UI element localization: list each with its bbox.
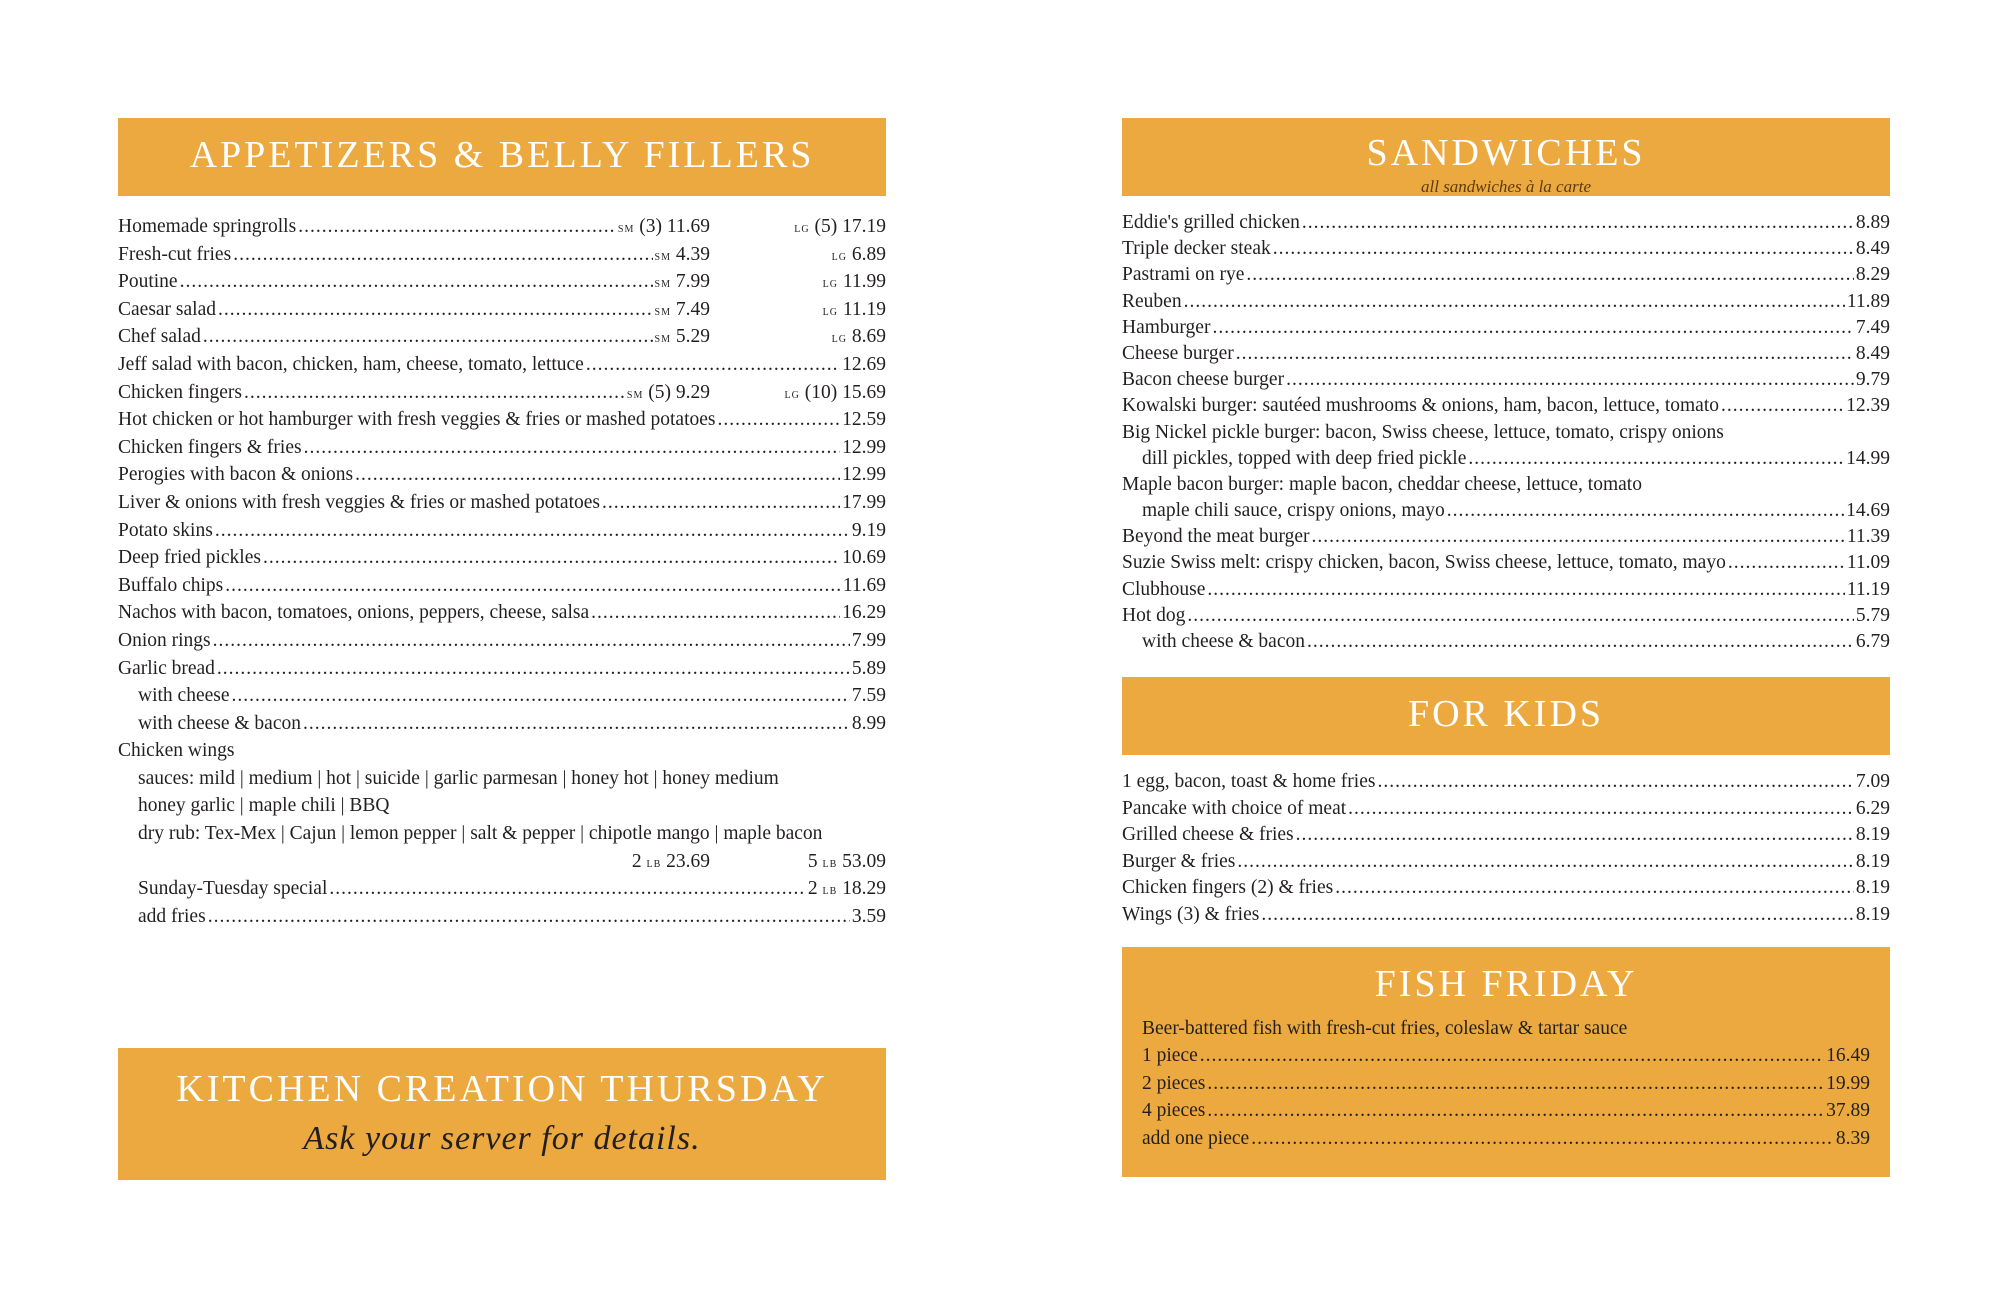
appetizer-item-size-large: lg [784, 386, 800, 402]
kids-title: FOR KIDS [1407, 693, 1605, 736]
sandwich-item-label: Maple bacon burger: maple bacon, cheddar cheese, lettuce, tomato [1122, 473, 1642, 495]
appetizer-item-label: Hot chicken or hot hamburger with fresh veggies & fries or mashed potatoes [118, 409, 716, 431]
fish-item [1142, 1125, 1870, 1153]
appetizer-item-price-small: sm 7.99 [654, 271, 710, 293]
sandwiches-banner [1122, 118, 1890, 196]
sandwich-item-price: 8.49 [1855, 238, 1890, 260]
fish-item-label: 4 pieces [1142, 1100, 1206, 1122]
appetizer-item-size-large: lg [794, 221, 810, 236]
appetizer-item [118, 241, 886, 269]
wings-add-fries-price: 3.59 [851, 905, 886, 927]
sandwich-item [1122, 210, 1890, 236]
appetizer-item [118, 461, 886, 489]
sandwich-item [1122, 315, 1890, 341]
wings-special-label: Sunday-Tuesday special [138, 878, 328, 900]
leader-dots [1207, 1070, 1824, 1098]
appetizer-item-label: Caesar salad [118, 298, 216, 320]
kids-item-price: 8.19 [1855, 850, 1890, 872]
wings-special [118, 875, 886, 903]
appetizer-item [118, 379, 886, 407]
sandwiches-subtitle: all sandwiches à la carte [1421, 177, 1591, 196]
leader-dots [586, 351, 840, 379]
leader-dots [1273, 236, 1854, 262]
leader-dots [1200, 1042, 1824, 1070]
leader-dots [298, 213, 616, 241]
sandwich-item-price: 11.39 [1846, 526, 1890, 548]
sandwich-item [1122, 577, 1890, 603]
leader-dots [218, 296, 653, 324]
sandwich-item [1122, 603, 1890, 629]
kids-item-price: 6.29 [1855, 797, 1890, 819]
wings-unit-small: lb [646, 855, 662, 871]
leader-dots [303, 710, 850, 738]
kids-item-price: 8.19 [1855, 877, 1890, 899]
sandwich-item-label: maple chili sauce, crispy onions, mayo [1142, 500, 1445, 522]
leader-dots [1307, 629, 1854, 655]
sandwich-item-label: with cheese & bacon [1142, 631, 1305, 652]
sandwich-item-price: 5.79 [1855, 604, 1890, 626]
appetizer-item-price: 7.99 [851, 629, 886, 651]
kids-item [1122, 902, 1890, 929]
appetizer-item-label: Perogies with bacon & onions [118, 464, 354, 486]
kitchen-subtitle: Ask your server for details. [303, 1120, 701, 1157]
leader-dots [1348, 796, 1854, 823]
leader-dots [263, 544, 840, 572]
kids-banner [1122, 677, 1890, 755]
leader-dots [1377, 769, 1853, 796]
leader-dots [215, 517, 850, 545]
sandwich-item-label: Kowalski burger: sautéed mushrooms & onions, ham, bacon, lettuce, tomato [1122, 395, 1719, 417]
appetizer-item-label: with cheese & bacon [138, 712, 301, 734]
appetizers-list [118, 213, 886, 930]
sandwich-item [1122, 629, 1890, 655]
leader-dots [602, 489, 840, 517]
appetizer-item [118, 268, 886, 296]
sandwich-item-label: Triple decker steak [1122, 238, 1271, 260]
leader-dots [1212, 315, 1853, 341]
wings-price-small: 2 lb 23.69 [631, 850, 710, 872]
appetizer-item [118, 351, 886, 379]
appetizer-item-price: 17.99 [842, 491, 886, 513]
appetizer-item-label: with cheese [138, 685, 230, 707]
kids-item-price: 8.19 [1855, 824, 1890, 846]
appetizer-item-price-small: sm 5.29 [654, 326, 710, 348]
kids-item-label: 1 egg, bacon, toast & home fries [1122, 771, 1376, 793]
leader-dots [1184, 289, 1845, 315]
sandwich-item [1122, 524, 1890, 550]
sandwich-item [1122, 446, 1890, 472]
wings-unit-large: lb [822, 855, 838, 871]
appetizer-item-price-small-size: sm [654, 248, 671, 264]
sandwich-item-price: 9.79 [1855, 369, 1890, 391]
appetizer-item-label: Onion rings [118, 629, 211, 651]
sandwich-item-price: 8.29 [1855, 264, 1890, 286]
leader-dots [1302, 210, 1854, 236]
appetizer-item-price-small-size: sm [654, 331, 671, 347]
leader-dots [1312, 524, 1845, 550]
appetizer-item-price-small-size: sm [626, 386, 644, 402]
appetizer-item-label: Poutine [118, 271, 178, 293]
sandwich-item [1122, 472, 1890, 498]
sandwich-item-label: dill pickles, topped with deep fried pickle [1142, 447, 1467, 469]
leader-dots [1261, 902, 1854, 929]
leader-dots [1207, 1097, 1824, 1125]
kids-item-label: Wings (3) & fries [1122, 903, 1260, 925]
wings-add-fries [118, 903, 886, 931]
leader-dots [203, 323, 653, 351]
leader-dots [1236, 341, 1854, 367]
leader-dots [208, 903, 850, 931]
appetizer-item [118, 572, 886, 600]
leader-dots [1251, 1125, 1834, 1153]
wings-dry-rub: dry rub: Tex-Mex | Cajun | lemon pepper | salt & pepper | chipotle mango | maple bacon [138, 823, 823, 845]
kids-item [1122, 849, 1890, 876]
appetizer-item-label: Potato skins [118, 519, 213, 541]
sandwiches-list [1122, 210, 1890, 655]
wings-sauces-line1: sauces: mild | medium | hot | suicide | garlic parmesan | honey hot | honey medium [138, 767, 779, 789]
appetizer-item [118, 296, 886, 324]
leader-dots [591, 599, 840, 627]
appetizer-item-price-large: lg 11.19 [822, 298, 886, 320]
sandwich-item-price: 11.09 [1846, 552, 1890, 574]
leader-dots [1447, 498, 1844, 524]
appetizer-item [118, 517, 886, 545]
fish-item-price: 8.39 [1835, 1127, 1870, 1149]
appetizers-title: APPETIZERS & BELLY FILLERS [189, 134, 815, 176]
appetizer-item [118, 489, 886, 517]
kitchen-title: KITCHEN CREATION THURSDAY [176, 1068, 828, 1110]
appetizer-item-label: Chicken fingers [118, 381, 243, 403]
appetizer-item-label: Nachos with bacon, tomatoes, onions, peppers, cheese, salsa [118, 602, 590, 624]
appetizer-item-price-small: sm (5) 9.29 [626, 381, 710, 403]
sandwich-item-label: Cheese burger [1122, 342, 1234, 364]
kids-item-label: Grilled cheese & fries [1122, 824, 1294, 846]
appetizer-item-price: 9.19 [851, 519, 886, 541]
sandwich-item-label: Hamburger [1122, 316, 1211, 338]
appetizer-item-price-large: lg 11.99 [822, 271, 886, 293]
appetizer-item-price: 12.69 [842, 353, 886, 375]
appetizer-item [118, 682, 886, 710]
fish-friday-box [1122, 947, 1890, 1177]
sandwich-item [1122, 367, 1890, 393]
sandwich-item [1122, 550, 1890, 576]
sandwich-item-label: Bacon cheese burger [1122, 369, 1285, 391]
leader-dots [1728, 550, 1845, 576]
leader-dots [233, 241, 652, 269]
kids-item-label: Chicken fingers (2) & fries [1122, 877, 1334, 899]
sandwich-item [1122, 341, 1890, 367]
appetizer-item-price-small: sm 4.39 [654, 243, 710, 265]
wings-prices [118, 848, 886, 876]
appetizer-item-price: 10.69 [842, 547, 886, 569]
sandwich-item-label: Reuben [1122, 290, 1182, 312]
sandwich-item-price: 11.89 [1846, 290, 1890, 312]
appetizer-item-price-large: lg (10) 15.69 [784, 381, 886, 403]
fish-item [1142, 1070, 1870, 1098]
sandwich-item-label: Beyond the meat burger [1122, 526, 1310, 548]
appetizer-item [118, 599, 886, 627]
leader-dots [1286, 367, 1854, 393]
sandwich-item-price: 11.19 [1846, 578, 1890, 600]
leader-dots [1246, 262, 1853, 288]
sandwich-item [1122, 393, 1890, 419]
sandwich-item-label: Eddie's grilled chicken [1122, 212, 1300, 233]
appetizer-item-price: 16.29 [842, 602, 886, 624]
appetizer-item [118, 434, 886, 462]
appetizer-item-price: 7.59 [851, 685, 886, 707]
fish-item-price: 16.49 [1826, 1045, 1870, 1067]
appetizer-item [118, 323, 886, 351]
wings-price-large: 5 lb 53.09 [807, 850, 886, 872]
sandwich-item [1122, 236, 1890, 262]
leader-dots [1335, 875, 1854, 902]
appetizer-item-label: Chef salad [118, 326, 201, 348]
wings-special-price: 2 lb 18.29 [807, 878, 886, 900]
appetizer-item-label: Liver & onions with fresh veggies & fries or mashed potatoes [118, 491, 600, 513]
leader-dots [329, 875, 805, 903]
leader-dots [213, 627, 850, 655]
kids-list [1122, 769, 1890, 928]
leader-dots [304, 434, 841, 462]
fish-item [1142, 1042, 1870, 1070]
fish-intro: Beer-battered fish with fresh-cut fries, coleslaw & tartar sauce [1142, 1018, 1628, 1040]
fish-list [1142, 1042, 1870, 1152]
sandwich-item-price: 6.79 [1855, 631, 1890, 652]
appetizer-item-label: Fresh-cut fries [118, 243, 232, 265]
appetizer-item-size-large: lg [831, 331, 847, 347]
sandwich-item-label: Suzie Swiss melt: crispy chicken, bacon, Swiss cheese, lettuce, tomato, mayo [1122, 552, 1726, 574]
sandwich-item-price: 12.39 [1846, 395, 1890, 417]
fish-item [1142, 1097, 1870, 1125]
appetizer-item-label: Deep fried pickles [118, 547, 261, 569]
wings-special-unit: lb [822, 883, 838, 899]
leader-dots [1207, 577, 1844, 603]
leader-dots [180, 268, 653, 296]
sandwich-item [1122, 498, 1890, 524]
kids-item-label: Pancake with choice of meat [1122, 797, 1347, 819]
sandwich-item-label: Hot dog [1122, 604, 1186, 626]
right-column [1122, 118, 1890, 1177]
sandwich-item [1122, 289, 1890, 315]
appetizer-item-price: 12.59 [842, 409, 886, 431]
leader-dots [232, 682, 850, 710]
sandwich-item-price: 14.69 [1846, 500, 1890, 522]
sandwich-item-price: 14.99 [1846, 447, 1890, 469]
fish-item-label: add one piece [1142, 1127, 1250, 1149]
fish-item-label: 2 pieces [1142, 1072, 1206, 1094]
kitchen-creation-banner [118, 1048, 886, 1180]
sandwich-item [1122, 262, 1890, 288]
appetizer-item [118, 627, 886, 655]
leader-dots [717, 406, 840, 434]
wings-sauces-line2: honey garlic | maple chili | BBQ [138, 795, 390, 817]
sandwich-item-price: 7.49 [1855, 316, 1890, 338]
appetizer-item-price-small-size: sm [654, 276, 671, 292]
kids-item [1122, 822, 1890, 849]
leader-dots [1187, 603, 1854, 629]
appetizer-item [118, 544, 886, 572]
leader-dots [244, 379, 625, 407]
leader-dots [1721, 393, 1844, 419]
sandwiches-title: SANDWICHES [1366, 132, 1646, 174]
wings-label: Chicken wings [118, 740, 235, 762]
appetizer-item-label: Garlic bread [118, 657, 215, 679]
appetizers-banner [118, 118, 886, 196]
appetizer-item-price: 12.99 [842, 436, 886, 458]
kids-item-price: 7.09 [1855, 771, 1890, 793]
appetizer-item-price: 12.99 [842, 464, 886, 486]
appetizer-item-label: Jeff salad with bacon, chicken, ham, cheese, tomato, lettuce [118, 353, 584, 375]
kids-item-price: 8.19 [1855, 903, 1890, 925]
sandwich-item-label: Big Nickel pickle burger: bacon, Swiss cheese, lettuce, tomato, crispy onions [1122, 421, 1724, 443]
appetizer-item-price-small: sm (3) 11.69 [617, 216, 710, 237]
sandwich-item-label: Pastrami on rye [1122, 264, 1245, 286]
leader-dots [1237, 849, 1854, 876]
appetizer-item-price-small-size: sm [654, 303, 671, 319]
kids-item [1122, 875, 1890, 902]
kids-item-label: Burger & fries [1122, 850, 1236, 872]
appetizer-item-price-large: lg (5) 17.19 [794, 216, 886, 237]
fish-title: FISH FRIDAY [1374, 963, 1638, 1006]
leader-dots [1296, 822, 1854, 849]
appetizer-item-label: Homemade springrolls [118, 216, 297, 237]
appetizer-item-size-large: lg [831, 248, 847, 264]
appetizer-item-label: Buffalo chips [118, 574, 224, 596]
appetizer-item [118, 710, 886, 738]
kids-item [1122, 769, 1890, 796]
appetizer-item-price-small: sm 7.49 [654, 298, 710, 320]
wings-add-fries-label: add fries [138, 905, 206, 927]
fish-item-price: 19.99 [1826, 1072, 1870, 1094]
appetizer-item-size-large: lg [822, 276, 838, 292]
kids-item [1122, 796, 1890, 823]
appetizer-item [118, 406, 886, 434]
appetizer-item [118, 655, 886, 683]
sandwich-item [1122, 420, 1890, 446]
appetizer-item-price: 11.69 [842, 574, 886, 596]
appetizer-item-price-large: lg 6.89 [831, 243, 886, 265]
sandwich-item-price: 8.49 [1855, 342, 1890, 364]
fish-item-label: 1 piece [1142, 1045, 1198, 1067]
appetizer-item-size-large: lg [822, 303, 838, 319]
appetizer-item-price-large: lg 8.69 [831, 326, 886, 348]
sandwich-item-price: 8.89 [1855, 212, 1890, 233]
leader-dots [225, 572, 841, 600]
appetizer-item-label: Chicken fingers & fries [118, 436, 302, 458]
leader-dots [355, 461, 840, 489]
left-column [118, 118, 886, 1157]
appetizer-item-price: 5.89 [851, 657, 886, 679]
appetizer-item-price-small-size: sm [617, 221, 635, 236]
leader-dots [1468, 446, 1844, 472]
sandwich-item-label: Clubhouse [1122, 578, 1206, 600]
leader-dots [217, 655, 850, 683]
appetizer-item-price: 8.99 [851, 712, 886, 734]
fish-item-price: 37.89 [1826, 1100, 1870, 1122]
appetizer-item [118, 213, 886, 241]
